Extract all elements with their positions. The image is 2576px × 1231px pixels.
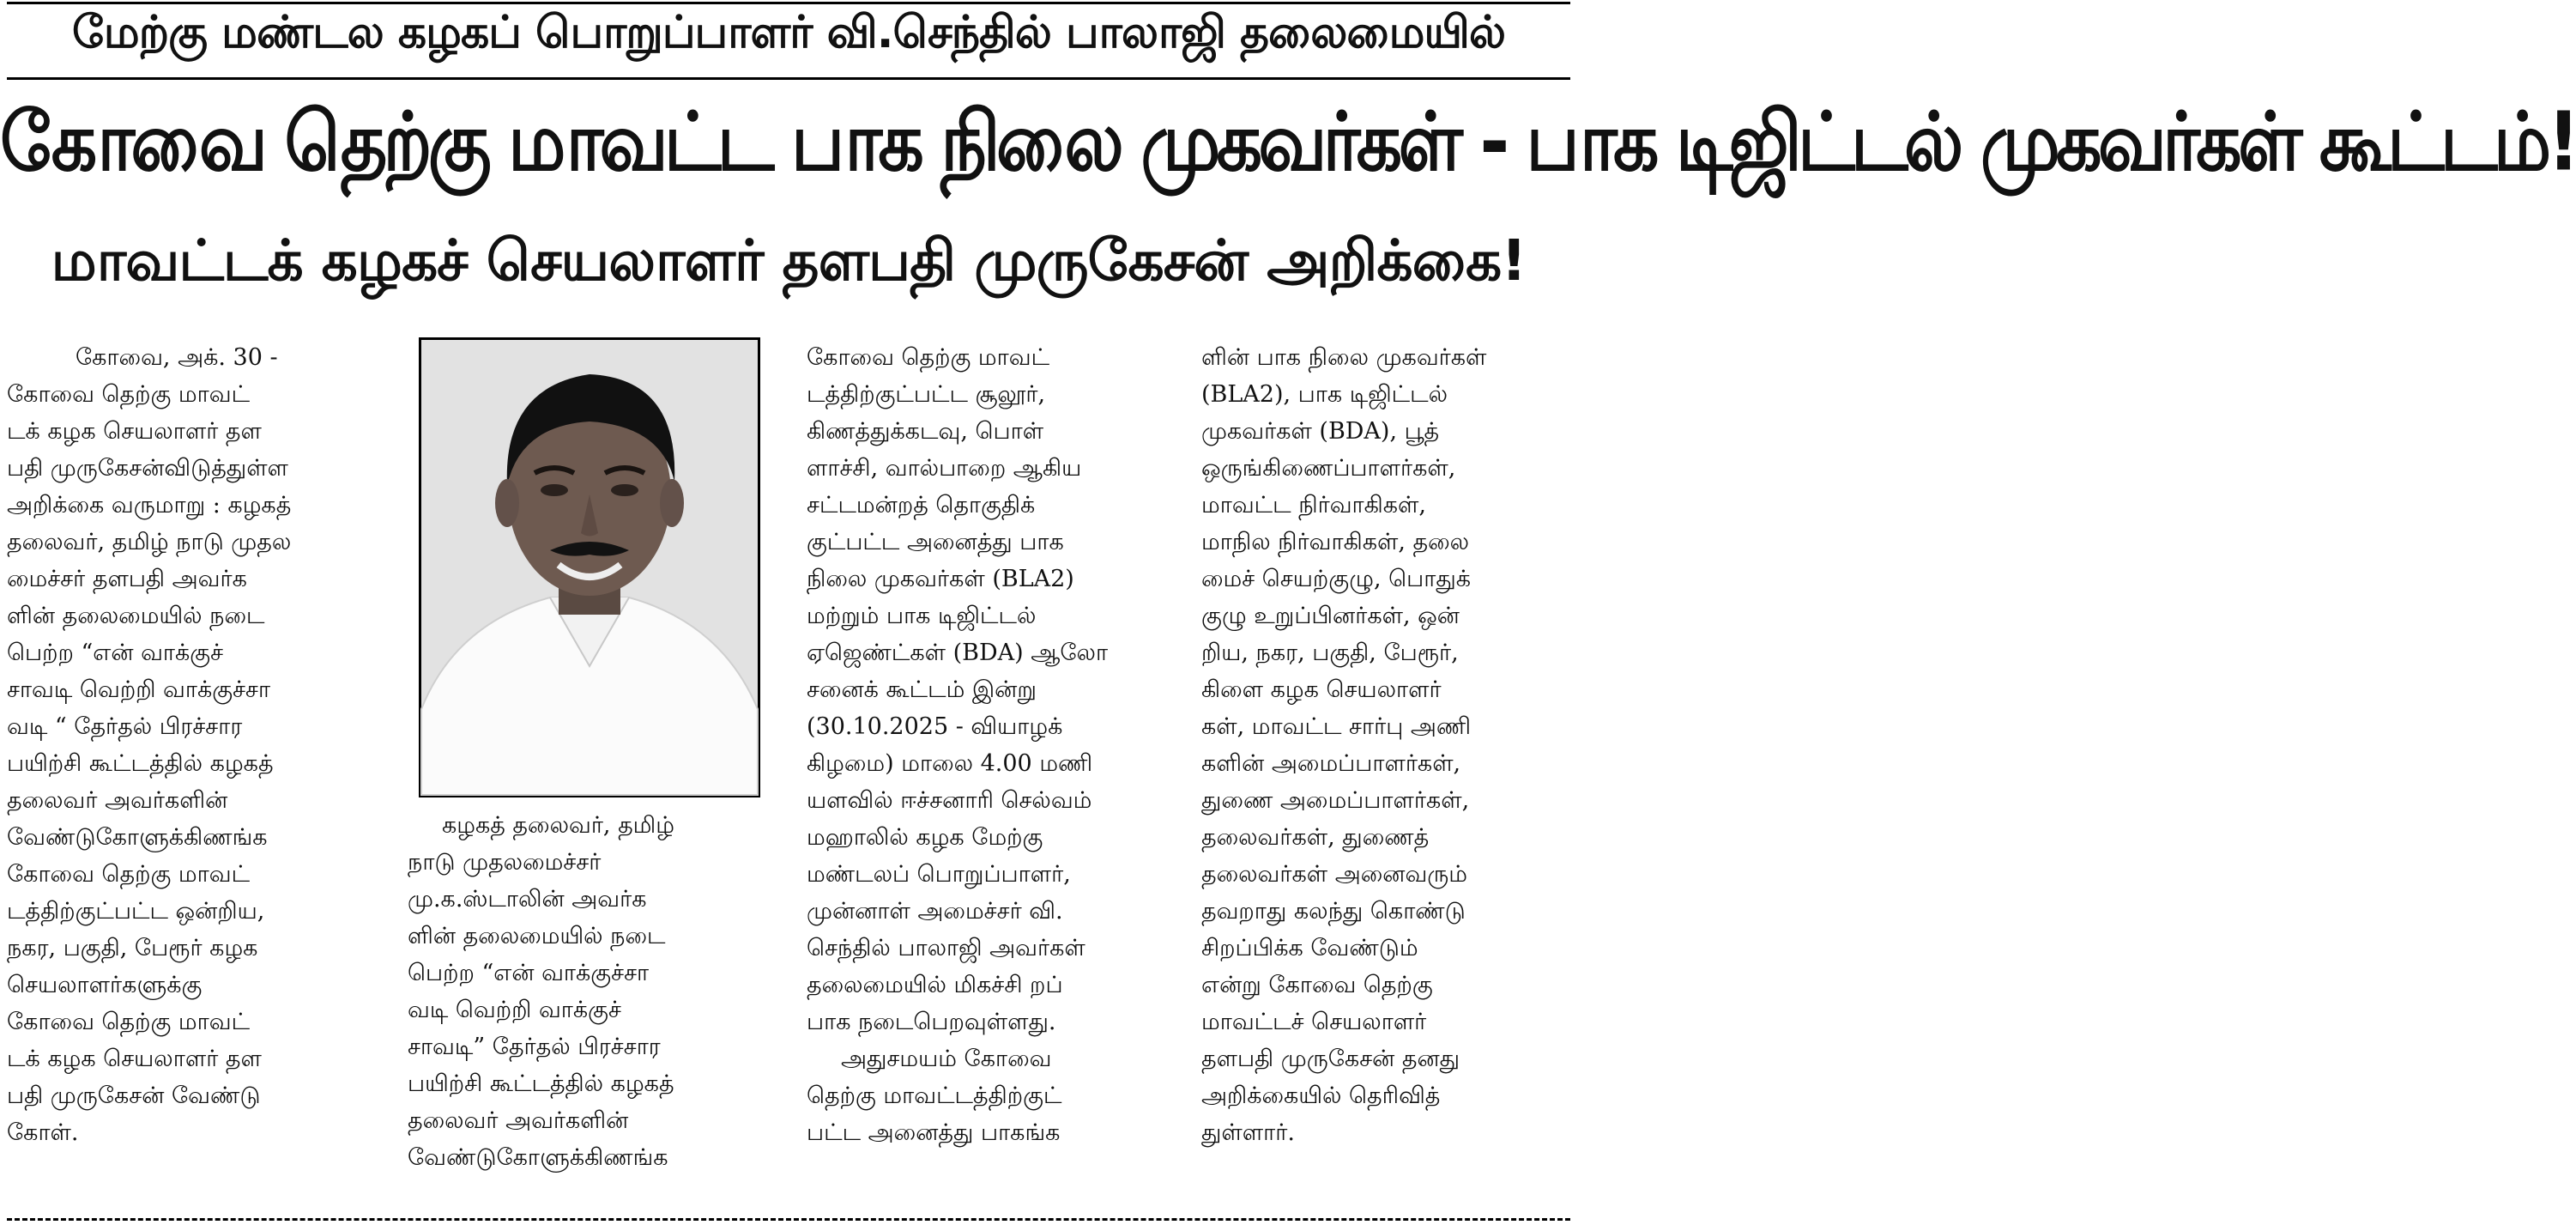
col4-text-line: தவறாது கலந்து கொண்டு [1201, 898, 1466, 925]
headline: கோவை தெற்கு மாவட்ட பாக நிலை முகவர்கள் - பாக டிஜிட்டல் முகவர்கள் கூட்டம்! [0, 94, 2576, 189]
col3-text-line: பாக நடைபெறவுள்ளது. [807, 1009, 1056, 1035]
col1-text-line: வடி “ தேர்தல் பிரச்சார [7, 713, 243, 740]
col3-text-line: ளாச்சி, வால்பாறை ஆகிய [807, 455, 1082, 482]
col4-text-line: குழு உறுப்பினர்கள், ஒன் [1201, 603, 1460, 629]
col1-text-line: பதி முருகேசன்விடுத்துள்ள [7, 455, 288, 482]
col1-text-line: பதி முருகேசன் வேண்டு [7, 1082, 261, 1109]
col1-text-line: கோவை தெற்கு மாவட் [7, 1009, 251, 1035]
article-column-3 [807, 339, 1177, 1151]
col3-text-line: டத்திற்குட்பட்ட சூலூர், [807, 381, 1046, 408]
col3-text-line: முன்னாள் அமைச்சர் வி. [807, 898, 1063, 925]
col3-text-line: மண்டலப் பொறுப்பாளர், [807, 861, 1071, 888]
col1-text-line: தலைவர் அவர்களின் [7, 787, 228, 814]
portrait-photo [419, 337, 760, 797]
col1-text-line: கோவை தெற்கு மாவட் [7, 861, 251, 888]
col3-text-line: தலைமையில் மிகச்சி றப் [807, 972, 1063, 998]
col4-text-line: துணை அமைப்பாளர்கள், [1201, 787, 1470, 814]
col4-text-line: மாநில நிர்வாகிகள், தலை [1201, 529, 1470, 555]
col3-text-line: கிணத்துக்கடவு, பொள் [807, 418, 1044, 445]
col4-text-line: மாவட்ட நிர்வாகிகள், [1201, 492, 1426, 518]
col3-text-line: அதுசமயம் கோவை [841, 1046, 1052, 1072]
col3-text-line: (30.10.2025 - வியாழக் [807, 713, 1063, 740]
article-column-1 [7, 339, 378, 1151]
col2-text-line: கழகத் தலைவர், தமிழ் [442, 812, 674, 839]
col3-text-line: குட்பட்ட அனைத்து பாக [807, 529, 1064, 555]
col1-text-line: கோவை, அக். 30 - [76, 344, 278, 371]
col1-text-line: மைச்சர் தளபதி அவர்க [7, 566, 247, 592]
col2-text-line: வேண்டுகோளுக்கிணங்க [408, 1144, 668, 1171]
col4-text-line: தளபதி முருகேசன் தனது [1201, 1046, 1460, 1072]
col3-text-line: யளவில் ஈச்சனாரி செல்வம் [807, 787, 1092, 814]
col2-text-line: ளின் தலைமையில் நடை [408, 923, 666, 949]
col1-text-line: செயலாளர்களுக்கு [7, 972, 203, 998]
col4-text-line: மாவட்டச் செயலாளர் [1201, 1009, 1427, 1035]
col3-text-line: மற்றும் பாக டிஜிட்டல் [807, 603, 1037, 629]
col4-text-line: கள், மாவட்ட சார்பு அணி [1201, 713, 1472, 740]
col1-text-line: தலைவர், தமிழ் நாடு முதல [7, 529, 292, 555]
kicker-rule [7, 77, 1570, 80]
col4-text-line: (BLA2), பாக டிஜிட்டல் [1201, 381, 1448, 408]
col4-text-line: தலைவர்கள், துணைத் [1201, 824, 1430, 851]
col1-text-line: டக் கழக செயலாளர் தள [7, 418, 262, 445]
col2-text-line: வடி வெற்றி வாக்குச் [408, 997, 621, 1023]
portrait-illustration [421, 340, 758, 795]
kicker-line: மேற்கு மண்டல கழகப் பொறுப்பாளர் வி.செந்தில் பாலாஜி தலைமையில் [72, 7, 1505, 58]
col3-text-line: நிலை முகவர்கள் (BLA2) [807, 566, 1074, 592]
col2-text-line: தலைவர் அவர்களின் [408, 1107, 629, 1134]
col2-text-line: மு.க.ஸ்டாலின் அவர்க [408, 886, 647, 913]
col1-text-line: சாவடி வெற்றி வாக்குச்சா [7, 676, 271, 703]
col4-text-line: மைச் செயற்குழு, பொதுக் [1201, 566, 1472, 592]
col4-text-line: ளின் பாக நிலை முகவர்கள் [1201, 344, 1487, 371]
col3-text-line: சனைக் கூட்டம் இன்று [807, 676, 1037, 703]
col4-text-line: என்று கோவை தெற்கு [1201, 972, 1433, 998]
col1-text-line: ளின் தலைமையில் நடை [7, 603, 265, 629]
col1-text-line: கோவை தெற்கு மாவட் [7, 381, 251, 408]
col3-text-line: சட்டமன்றத் தொகுதிக் [807, 492, 1036, 518]
col1-text-line: வேண்டுகோளுக்கிணங்க [7, 824, 268, 851]
col4-text-line: கிளை கழக செயலாளர் [1201, 676, 1442, 703]
col3-text-line: மஹாலில் கழக மேற்கு [807, 824, 1043, 851]
top-rule [7, 2, 1570, 4]
col3-text-line: செந்தில் பாலாஜி அவர்கள் [807, 935, 1085, 961]
col2-text-line: சாவடி” தேர்தல் பிரச்சார [408, 1034, 661, 1060]
col3-text-line: பட்ட அனைத்து பாகங்க [807, 1119, 1061, 1146]
col1-text-line: கோள். [7, 1119, 79, 1146]
col1-text-line: பெற்ற “என் வாக்குச் [7, 640, 224, 666]
col2-text-line: நாடு முதலமைச்சர் [408, 849, 602, 876]
subheadline: மாவட்டக் கழகச் செயலாளர் தளபதி முருகேசன் அறிக்கை! [51, 227, 1527, 294]
col3-text-line: கிழமை) மாலை 4.00 மணி [807, 750, 1093, 777]
col3-text-line: கோவை தெற்கு மாவட் [807, 344, 1050, 371]
col4-text-line: முகவர்கள் (BDA), பூத் [1201, 418, 1440, 445]
col1-text-line: நகர, பகுதி, பேரூர் கழக [7, 935, 258, 961]
col1-text-line: டக் கழக செயலாளர் தள [7, 1046, 262, 1072]
col4-text-line: களின் அமைப்பாளர்கள், [1201, 750, 1461, 777]
col2-text-line: பெற்ற “என் வாக்குச்சா [408, 960, 650, 986]
col4-text-line: துள்ளார். [1201, 1119, 1295, 1146]
col1-text-line: டத்திற்குட்பட்ட ஒன்றிய, [7, 898, 265, 925]
col2-text-line: பயிற்சி கூட்டத்தில் கழகத் [408, 1070, 674, 1097]
col4-text-line: சிறப்பிக்க வேண்டும் [1201, 935, 1418, 961]
col1-text-line: அறிக்கை வருமாறு : கழகத் [7, 492, 292, 518]
col4-text-line: அறிக்கையில் தெரிவித் [1201, 1082, 1441, 1109]
col4-text-line: றிய, நகர, பகுதி, பேரூர், [1201, 640, 1459, 666]
col1-text-line: பயிற்சி கூட்டத்தில் கழகத் [7, 750, 274, 777]
col3-text-line: தெற்கு மாவட்டத்திற்குட் [807, 1082, 1062, 1109]
bottom-dashed-rule [7, 1218, 1570, 1221]
col4-text-line: தலைவர்கள் அனைவரும் [1201, 861, 1468, 888]
col3-text-line: ஏஜெண்ட்கள் (BDA) ஆலோ [807, 640, 1109, 666]
article-column-2 [408, 807, 778, 1176]
col4-text-line: ஒருங்கிணைப்பாளர்கள், [1201, 455, 1456, 482]
article-column-4 [1201, 339, 1572, 1151]
